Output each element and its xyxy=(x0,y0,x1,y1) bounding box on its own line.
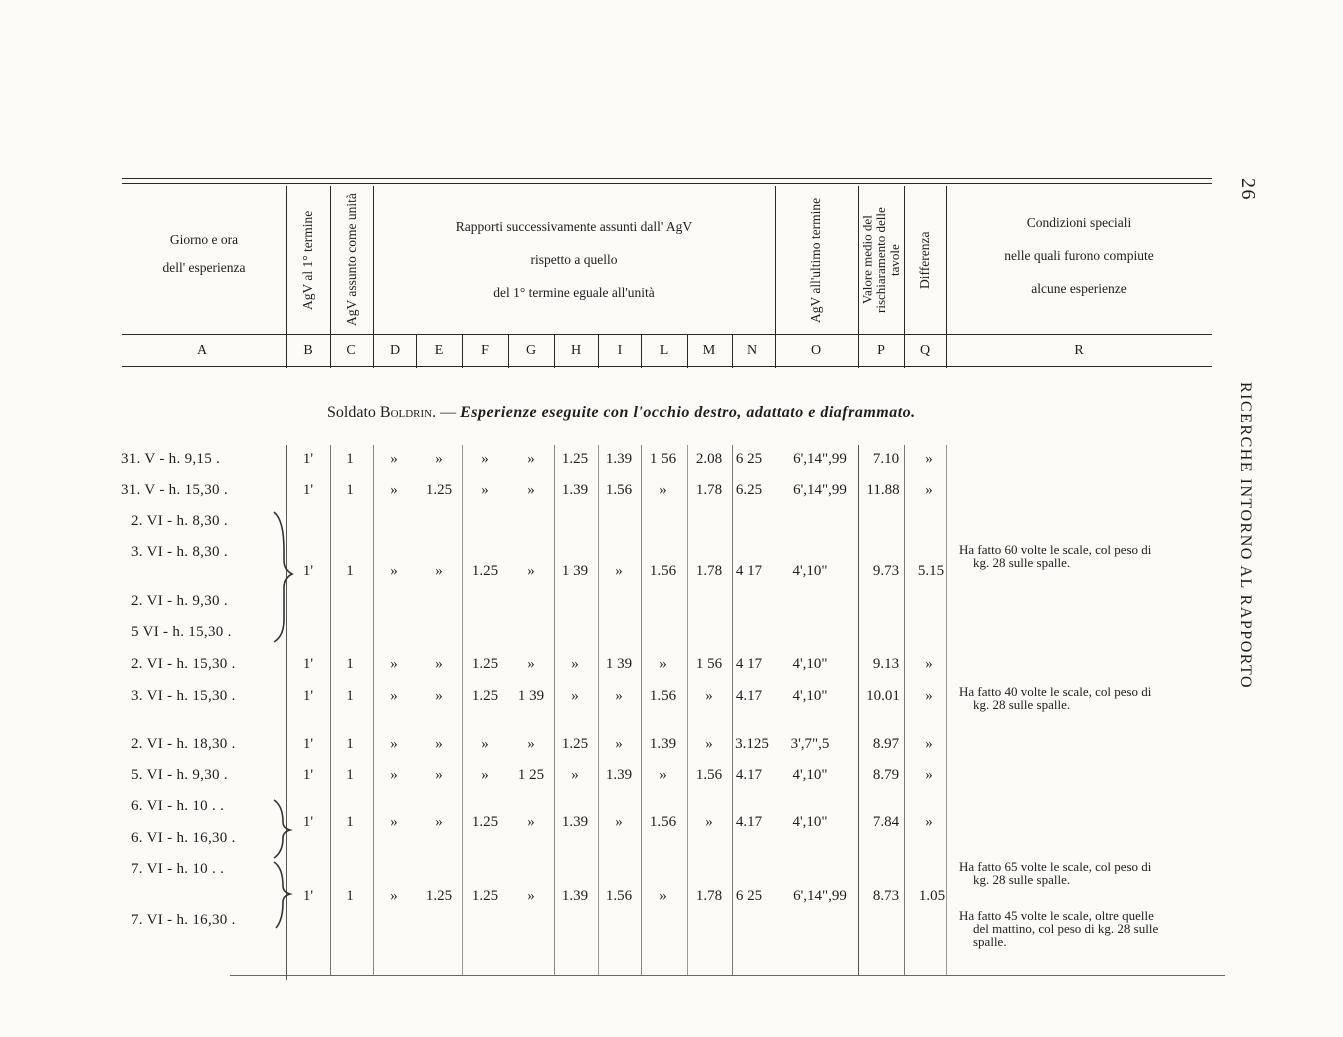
cell-B: 1' xyxy=(302,814,314,830)
cell-I: 1.39 xyxy=(605,451,633,467)
note-1-line1: Ha fatto 60 volte le scale, col peso di xyxy=(959,542,1152,557)
header-D-N xyxy=(373,210,775,309)
note-2 xyxy=(959,685,1151,711)
date-cell: 7. VI - h. 10 . . xyxy=(131,861,225,877)
cell-M: 1.78 xyxy=(695,888,723,904)
letter-I: I xyxy=(617,343,623,358)
letter-B: B xyxy=(303,343,313,358)
cell-H: 1.39 xyxy=(561,888,589,904)
cell-D: » xyxy=(390,482,398,498)
cell-B: 1' xyxy=(302,563,314,579)
header-R xyxy=(946,206,1212,305)
cell-C: 1 xyxy=(346,482,354,498)
cell-I: 1.39 xyxy=(605,767,633,783)
body-col-rule xyxy=(373,445,374,975)
header-A xyxy=(122,226,286,282)
col-rule xyxy=(858,186,859,368)
cell-B: 1' xyxy=(302,736,314,752)
note-4-line1: Ha fatto 45 volte le scale, oltre quelle xyxy=(959,908,1154,923)
cell-C: 1 xyxy=(346,688,354,704)
cell-O: 6',14",99 xyxy=(793,888,847,904)
date-cell: 7. VI - h. 16,30 . xyxy=(131,912,236,928)
cell-Q: » xyxy=(925,736,933,752)
body-col-rule xyxy=(946,445,947,975)
col-rule xyxy=(641,334,642,368)
cell-C: 1 xyxy=(346,814,354,830)
letter-M: M xyxy=(702,343,716,358)
cell-F: 1.25 xyxy=(471,814,499,830)
note-3 xyxy=(959,860,1151,886)
cell-D: » xyxy=(390,563,398,579)
date-cell: 31. V - h. 15,30 . xyxy=(121,482,228,498)
col-rule xyxy=(904,186,905,368)
cell-Q: 1.05 xyxy=(918,888,946,904)
cell-Q: » xyxy=(925,767,933,783)
cell-Q: 5.15 xyxy=(917,563,945,579)
letter-N: N xyxy=(746,343,758,358)
letter-C: C xyxy=(346,343,356,358)
cell-M: 1.78 xyxy=(695,482,723,498)
date-cell: 2. VI - h. 9,30 . xyxy=(131,593,228,609)
header-Q: Differenza xyxy=(916,231,932,289)
cell-B: 1' xyxy=(302,888,314,904)
cell-D: » xyxy=(390,736,398,752)
date-cell: 2. VI - h. 8,30 . xyxy=(131,513,228,529)
body-col-rule xyxy=(641,445,642,975)
header-A-line1: Giorno e ora xyxy=(169,232,239,247)
cell-D: » xyxy=(390,656,398,672)
cell-E: » xyxy=(435,656,443,672)
cell-L: 1.56 xyxy=(649,814,677,830)
body-col-rule xyxy=(598,445,599,975)
date-cell: 5. VI - h. 9,30 . xyxy=(131,767,228,783)
cell-M: 1.78 xyxy=(695,563,723,579)
cell-F: 1.25 xyxy=(471,888,499,904)
cell-P: 10.01 xyxy=(866,688,900,704)
cell-G: » xyxy=(527,656,535,672)
cell-F: » xyxy=(481,767,489,783)
header-A-line2: dell' esperienza xyxy=(162,260,246,275)
cell-L: » xyxy=(659,656,667,672)
cell-E: » xyxy=(435,563,443,579)
cell-P: 7.10 xyxy=(872,451,900,467)
header-R-line2: nelle quali furono compiute xyxy=(1004,248,1154,263)
cell-P: 9.73 xyxy=(872,563,900,579)
cell-D: » xyxy=(390,451,398,467)
letter-O: O xyxy=(810,343,822,358)
header-C: AgV assunto come unità xyxy=(343,193,359,327)
cell-I: » xyxy=(615,688,623,704)
date-cell: 5 VI - h. 15,30 . xyxy=(131,624,232,640)
cell-E: » xyxy=(435,688,443,704)
cell-Q: » xyxy=(925,656,933,672)
cell-H: 1.39 xyxy=(561,814,589,830)
cell-M: 1.56 xyxy=(695,767,723,783)
body-col-rule xyxy=(858,445,859,975)
cell-C: 1 xyxy=(346,451,354,467)
cell-N: 4 17 xyxy=(735,563,763,579)
body-col-rule xyxy=(687,445,688,975)
cell-E: 1.25 xyxy=(425,888,453,904)
cell-B: 1' xyxy=(302,656,314,672)
letter-Q: Q xyxy=(919,343,931,358)
caption-prefix: Soldato xyxy=(327,404,376,421)
cell-D: » xyxy=(390,688,398,704)
date-cell: 3. VI - h. 15,30 . xyxy=(131,688,236,704)
note-4-line3: spalle. xyxy=(973,934,1007,949)
cell-M: » xyxy=(705,688,713,704)
note-4-line2: del mattino, col peso di kg. 28 sulle xyxy=(973,921,1159,936)
header-P: Valore medio del rischiaramento delle tavole xyxy=(859,207,902,313)
cell-Q: » xyxy=(925,688,933,704)
date-cell: 2. VI - h. 18,30 . xyxy=(131,736,236,752)
body-col-rule xyxy=(904,445,905,975)
cell-L: » xyxy=(659,888,667,904)
cell-I: 1.56 xyxy=(605,888,633,904)
cell-L: 1.56 xyxy=(649,688,677,704)
cell-F: » xyxy=(481,736,489,752)
section-caption xyxy=(327,404,916,422)
col-rule xyxy=(330,186,331,368)
cell-L: » xyxy=(659,482,667,498)
cell-I: 1.56 xyxy=(605,482,633,498)
col-rule xyxy=(462,334,463,368)
cell-G: 1 25 xyxy=(517,767,545,783)
letter-G: G xyxy=(525,343,537,358)
note-3-line1: Ha fatto 65 volte le scale, col peso di xyxy=(959,859,1152,874)
letter-H: H xyxy=(570,343,582,358)
cell-N: 4.17 xyxy=(735,688,763,704)
note-1-line2: kg. 28 sulle spalle. xyxy=(973,555,1071,570)
body-col-rule xyxy=(554,445,555,975)
cell-Q: » xyxy=(925,451,933,467)
cell-H: 1.39 xyxy=(561,482,589,498)
body-col-rule xyxy=(732,445,733,975)
header-R-line3: alcune esperienze xyxy=(1031,281,1127,296)
cell-F: » xyxy=(481,451,489,467)
letter-L: L xyxy=(659,343,669,358)
cell-G: » xyxy=(527,736,535,752)
date-cell: 3. VI - h. 8,30 . xyxy=(131,544,228,560)
cell-E: 1.25 xyxy=(425,482,453,498)
cell-C: 1 xyxy=(346,767,354,783)
cell-O: 4',10" xyxy=(792,656,828,672)
date-braces xyxy=(270,510,300,980)
table-bottom-rule xyxy=(230,975,1225,976)
note-3-line2: kg. 28 sulle spalle. xyxy=(973,872,1071,887)
cell-N: 3.125 xyxy=(735,736,769,752)
cell-Q: » xyxy=(925,482,933,498)
cell-F: » xyxy=(481,482,489,498)
col-rule xyxy=(286,186,287,368)
cell-H: » xyxy=(571,656,579,672)
cell-B: 1' xyxy=(302,482,314,498)
running-head: RICERCHE INTORNO AL RAPPORTO xyxy=(1237,382,1254,689)
header-B: AgV al 1° termine xyxy=(299,210,315,310)
cell-O: 4',10" xyxy=(792,767,828,783)
note-1 xyxy=(959,543,1151,569)
letter-E: E xyxy=(434,343,444,358)
header-DN-line3: del 1° termine eguale all'unità xyxy=(493,285,655,300)
note-2-line2: kg. 28 sulle spalle. xyxy=(973,697,1071,712)
cell-M: » xyxy=(705,736,713,752)
cell-G: 1 39 xyxy=(517,688,545,704)
cell-P: 8.97 xyxy=(872,736,900,752)
header-R-line1: Condizioni speciali xyxy=(1026,215,1132,230)
cell-G: » xyxy=(527,451,535,467)
table-top-rule xyxy=(122,178,1212,179)
caption-name: Boldrin. xyxy=(379,404,437,421)
cell-I: 1 39 xyxy=(605,656,633,672)
cell-L: 1.56 xyxy=(649,563,677,579)
cell-N: 4.17 xyxy=(735,814,763,830)
cell-H: 1 39 xyxy=(561,563,589,579)
date-cell: 6. VI - h. 10 . . xyxy=(131,798,225,814)
col-rule xyxy=(598,334,599,368)
cell-M: 2.08 xyxy=(695,451,723,467)
cell-O: 3',7",5 xyxy=(790,736,830,752)
cell-E: » xyxy=(435,736,443,752)
cell-P: 8.79 xyxy=(872,767,900,783)
cell-L: 1 56 xyxy=(649,451,677,467)
cell-B: 1' xyxy=(302,451,314,467)
cell-N: 6 25 xyxy=(735,451,763,467)
cell-F: 1.25 xyxy=(471,656,499,672)
header-O: AgV all'ultimo termine xyxy=(807,197,823,323)
cell-O: 4',10" xyxy=(792,814,828,830)
cell-C: 1 xyxy=(346,736,354,752)
cell-H: 1.25 xyxy=(561,736,589,752)
col-rule xyxy=(687,334,688,368)
header-DN-line1: Rapporti successivamente assunti dall' AgV xyxy=(455,219,693,234)
body-col-rule xyxy=(462,445,463,975)
caption-dash: — xyxy=(440,404,457,421)
cell-O: 6',14",99 xyxy=(793,451,847,467)
cell-H: » xyxy=(571,767,579,783)
col-rule xyxy=(416,334,417,368)
cell-N: 6 25 xyxy=(735,888,763,904)
header-DN-line2: rispetto a quello xyxy=(530,252,618,267)
letter-D: D xyxy=(389,343,401,358)
cell-E: » xyxy=(435,451,443,467)
cell-G: » xyxy=(527,814,535,830)
cell-H: 1.25 xyxy=(561,451,589,467)
cell-O: 4',10" xyxy=(792,563,828,579)
cell-C: 1 xyxy=(346,888,354,904)
cell-E: » xyxy=(435,814,443,830)
cell-H: » xyxy=(571,688,579,704)
cell-N: 4 17 xyxy=(735,656,763,672)
col-rule xyxy=(775,186,776,368)
cell-B: 1' xyxy=(302,767,314,783)
caption-text: Esperienze eseguite con l'occhio destro, adattato e diaframmato. xyxy=(460,404,916,421)
cell-N: 4.17 xyxy=(735,767,763,783)
date-cell: 2. VI - h. 15,30 . xyxy=(131,656,236,672)
col-rule xyxy=(554,334,555,368)
table-top-rule-2 xyxy=(122,183,1212,184)
cell-P: 11.88 xyxy=(866,482,900,498)
cell-Q: » xyxy=(925,814,933,830)
cell-O: 4',10" xyxy=(792,688,828,704)
cell-F: 1.25 xyxy=(471,688,499,704)
cell-O: 6',14",99 xyxy=(793,482,847,498)
letter-R: R xyxy=(1074,343,1084,358)
cell-I: » xyxy=(615,814,623,830)
col-rule xyxy=(508,334,509,368)
body-col-rule xyxy=(330,445,331,975)
cell-E: » xyxy=(435,767,443,783)
cell-I: » xyxy=(615,563,623,579)
cell-G: » xyxy=(527,888,535,904)
cell-P: 8.73 xyxy=(872,888,900,904)
cell-M: » xyxy=(705,814,713,830)
note-2-line1: Ha fatto 40 volte le scale, col peso di xyxy=(959,684,1152,699)
date-cell: 31. V - h. 9,15 . xyxy=(121,451,221,467)
cell-L: » xyxy=(659,767,667,783)
date-cell: 6. VI - h. 16,30 . xyxy=(131,830,236,846)
letter-P: P xyxy=(877,343,885,358)
cell-P: 7.84 xyxy=(872,814,900,830)
cell-G: » xyxy=(527,563,535,579)
cell-F: 1.25 xyxy=(471,563,499,579)
cell-M: 1 56 xyxy=(695,656,723,672)
cell-B: 1' xyxy=(302,688,314,704)
letter-A: A xyxy=(196,343,208,358)
cell-P: 9.13 xyxy=(872,656,900,672)
cell-C: 1 xyxy=(346,563,354,579)
cell-C: 1 xyxy=(346,656,354,672)
page-number: 26 xyxy=(1237,178,1259,201)
cell-D: » xyxy=(390,888,398,904)
cell-L: 1.39 xyxy=(649,736,677,752)
cell-N: 6.25 xyxy=(735,482,763,498)
cell-D: » xyxy=(390,767,398,783)
note-4 xyxy=(959,909,1158,948)
cell-I: » xyxy=(615,736,623,752)
cell-G: » xyxy=(527,482,535,498)
cell-D: » xyxy=(390,814,398,830)
letter-F: F xyxy=(481,343,489,358)
